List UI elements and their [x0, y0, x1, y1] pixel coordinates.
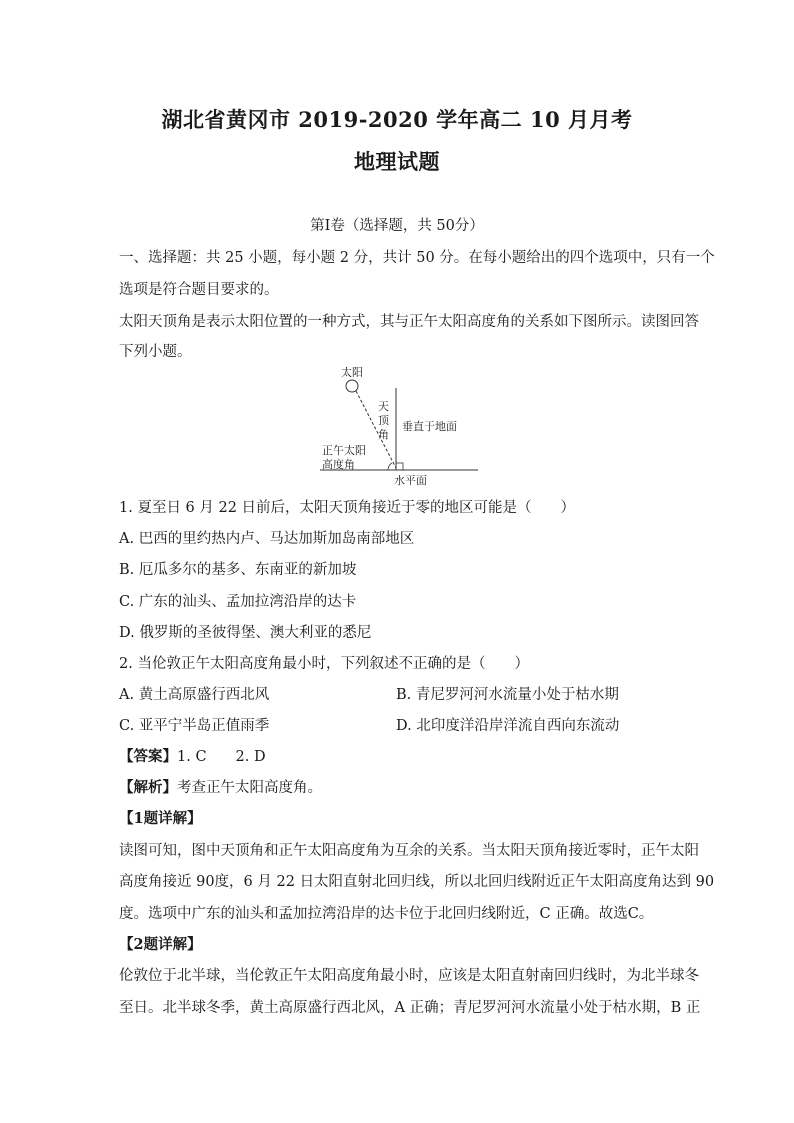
- stem-line-1: 太阳天顶角是表示太阳位置的一种方式，其与正午太阳高度角的关系如下图所示。读图回答: [119, 314, 699, 330]
- q2-option-d: D. 北印度洋沿岸洋流自西向东流动: [396, 718, 620, 734]
- q1-option-a: A. 巴西的里约热内卢、马达加斯加岛南部地区: [119, 531, 415, 547]
- q2-option-b: B. 青尼罗河河水流量小处于枯水期: [396, 687, 619, 703]
- detail2-line-2: 至日。北半球冬季，黄土高原盛行西北风，A 正确；青尼罗河河水流量小处于枯水期，B 正: [119, 1000, 701, 1016]
- section-heading: 第Ⅰ卷（选择题，共 50分）: [310, 218, 484, 234]
- document-title: 湖北省黄冈市 2019-2020 学年高二 10 月月考: [161, 107, 633, 132]
- q2-option-c: C. 亚平宁半岛正值雨季: [119, 718, 270, 734]
- answer-label: 【答案】: [119, 748, 177, 765]
- detail1-heading: 【1题详解】: [119, 810, 202, 827]
- instruction-line-2: 选项是符合题目要求的。: [119, 282, 279, 298]
- q1-option-b: B. 厄瓜多尔的基多、东南亚的新加坡: [119, 562, 357, 578]
- detail2-line-1: 伦敦位于北半球，当伦敦正午太阳高度角最小时，应该是太阳直射南回归线时，为北半球冬: [119, 968, 699, 984]
- q2-option-a: A. 黄土高原盛行西北风: [119, 687, 270, 703]
- altitude-label-2: 高度角: [322, 458, 355, 471]
- zenith-label-1: 天: [378, 400, 389, 413]
- instruction-line-1: 一、选择题：共 25 小题，每小题 2 分，共计 50 分。在每小题给出的四个选项中，只有一个: [119, 250, 715, 266]
- answer-line: [119, 747, 679, 767]
- zenith-label-2: 顶: [378, 414, 389, 427]
- sun-label: 太阳: [341, 366, 363, 379]
- answer-text: 1. C 2. D: [177, 749, 266, 765]
- detail1-line-2: 高度角接近 90度，6 月 22 日太阳直射北回归线，所以北回归线附近正午太阳高度角达到 90: [119, 874, 715, 890]
- q1-question: 1. 夏至日 6 月 22 日前后，太阳天顶角接近于零的地区可能是（ ）: [119, 500, 576, 516]
- q1-option-c: C. 广东的汕头、孟加拉湾沿岸的达卡: [119, 594, 357, 610]
- right-angle-mark: [396, 463, 403, 470]
- analysis-line: [119, 778, 679, 798]
- sun-icon: [346, 380, 358, 392]
- zenith-angle-diagram: [312, 362, 488, 488]
- detail1-line-1: 读图可知，图中天顶角和正午太阳高度角为互余的关系。当太阳天顶角接近零时，正午太阳: [119, 843, 699, 859]
- zenith-label-3: 角: [378, 428, 389, 441]
- document-subtitle: 地理试题: [354, 149, 440, 174]
- analysis-label: 【解析】: [119, 779, 177, 796]
- horizon-label: 水平面: [394, 474, 427, 487]
- detail1-line-3: 度。选项中广东的汕头和孟加拉湾沿岸的达卡位于北回归线附近，C 正确。故选C。: [119, 906, 654, 922]
- q1-option-d: D. 俄罗斯的圣彼得堡、澳大利亚的悉尼: [119, 625, 372, 641]
- altitude-angle-arc: [388, 463, 392, 470]
- vertical-label: 垂直于地面: [402, 420, 457, 433]
- detail2-heading: 【2题详解】: [119, 936, 202, 953]
- stem-line-2: 下列小题。: [119, 344, 192, 360]
- altitude-label-1: 正午太阳: [322, 444, 366, 457]
- q2-question: 2. 当伦敦正午太阳高度角最小时，下列叙述不正确的是（ ）: [119, 656, 529, 672]
- analysis-text: 考查正午太阳高度角。: [177, 780, 322, 796]
